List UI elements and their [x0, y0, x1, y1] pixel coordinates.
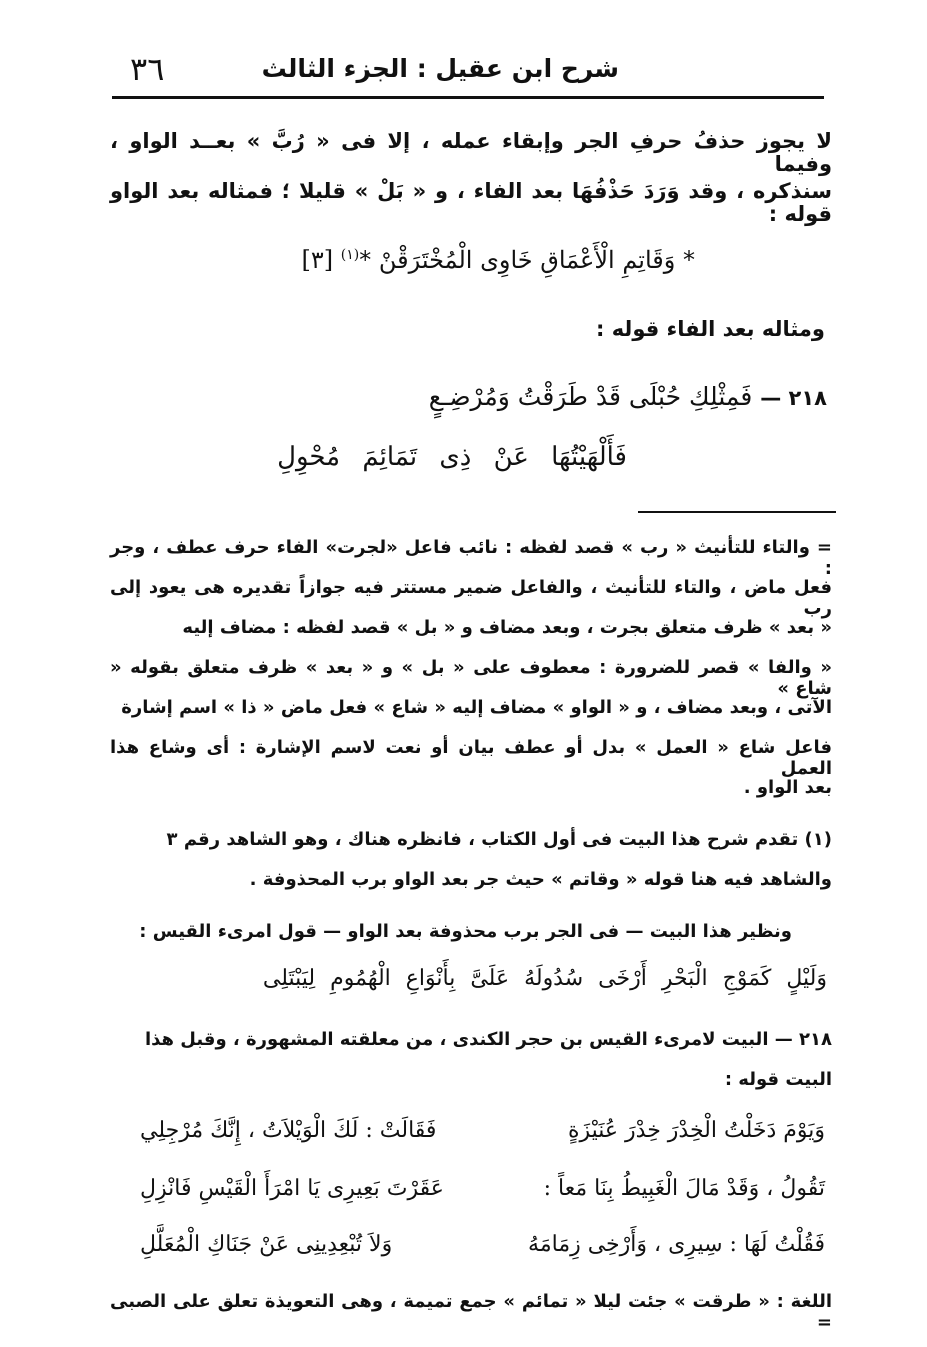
- running-title: شرح ابن عقيل : الجزء الثالث: [261, 54, 619, 83]
- footnote-218-line: ٢١٨ — البيت لامرىء القيس بن حجر الكندى ، من معلقته المشهورة ، وقبل هذا: [144, 1029, 832, 1050]
- footnote-line: بعد الواو .: [743, 777, 832, 798]
- footnote-ref: (١): [340, 247, 360, 263]
- footnote-divider: [638, 511, 836, 513]
- footnote-line: الآتى ، وبعد مضاف ، و « الواو » مضاف إليه « شاع » فعل ماض « ذا » اسم إشارة: [121, 697, 832, 718]
- footnote-line: « بعد » ظرف متعلق بجرت ، وبعد مضاف و « بل » قصد لفظه : مضاف إليه: [182, 617, 832, 638]
- verse-218-line1: فَمِثْلِكِ حُبْلَى قَدْ طَرَقْتُ وَمُرْضِـعٍ: [428, 382, 753, 411]
- lugha-line: اللغة : « طرقت » جئت ليلا « تمائم » جمع تميمة ، وهى التعويذة تعلق على الصبى =: [110, 1291, 832, 1333]
- quoted-verse-left: عَقَرْتَ بَعِيرِى يَا امْرَأَ الْقَيْسِ فَانْزِلِ: [140, 1176, 444, 1201]
- footnote-line: « والفا » قصر للضرورة : معطوف على « بل » و « بعد » ظرف متعلق بقوله « شاع »: [110, 657, 832, 699]
- page-header: [112, 48, 824, 99]
- example-verse-text: وَقَاتِمِ الْأَعْمَاقِ خَاوِى الْمُخْتَرَقْنْ: [378, 246, 676, 274]
- quoted-verse-left: وَلاَ تُبْعِدِينِى عَنْ جَنَاكِ الْمُعَلَّلِ: [140, 1232, 393, 1257]
- nazir-verse: وَلَيْلٍ كَمَوْجِ الْبَحْرِ أَرْخَى سُدُولَهُ عَلَىَّ بِأَنْوَاعِ الْهُمُومِ لِيَبْتَلِى: [262, 966, 827, 991]
- body-line: لا يجوز حذفُ حرفِ الجر وإبقاء عمله ، إلا فى « رُبَّ » بعــد الواو ، وفيما: [110, 129, 832, 177]
- verse-218-first: [429, 382, 827, 411]
- quoted-verse-right: وَيَوْمَ دَخَلْتُ الْخِدْرَ خِدْرَ عُنَيْزَةٍ: [567, 1118, 825, 1143]
- footnote-line: فعل ماض ، والتاء للتأنيث ، والفاعل ضمير مستتر فيه جوازاً تقديره هى يعود إلى رب: [110, 577, 832, 619]
- footnote-1-line: (١) تقدم شرح هذا البيت فى أول الكتاب ، فانظره هناك ، وهو الشاهد رقم ٣: [166, 829, 832, 850]
- quoted-verse-right: فَقُلْتُ لَهَا : سِيرِى ، وَأَرْخِى زِمَامَهُ: [528, 1232, 825, 1257]
- footnote-1-line: والشاهد فيه هنا قوله « وقاتم » حيث جر بعد الواو برب المحذوفة .: [249, 869, 832, 890]
- verse-218-line2: فَأَلْهَيْتُهَا عَنْ ذِى تَمَائِمَ مُحْوِلِ: [277, 442, 627, 472]
- quoted-verse-right: تَقُولُ ، وَقَدْ مَالَ الْغَبِيطُ بِنَا مَعاً :: [543, 1176, 825, 1201]
- quoted-verse-left: فَقَالَتْ : لَكَ الْوَيْلاَتُ ، إِنَّكَ مُرْجِلِي: [140, 1118, 437, 1143]
- body-line: سنذكره ، وقد وَرَدَ حَذْفُهَا بعد الفاء ، و « بَلْ » قليلا ؛ فمثاله بعد الواو قوله :: [110, 179, 832, 227]
- footnote-line: = والتاء للتأنيث « رب » قصد لفظه : نائب فاعل «لجرت» الفاء حرف عطف ، وجر :: [110, 537, 832, 579]
- footnote-218-line: البيت قوله :: [724, 1069, 832, 1090]
- verse-number: [٣]: [301, 246, 334, 274]
- verse-star: *: [683, 246, 695, 274]
- verse-star: *: [359, 246, 372, 274]
- footnote-line: فاعل شاع « العمل » بدل أو عطف بيان أو نعت لاسم الإشارة : أى وشاع هذا العمل: [110, 737, 832, 779]
- page-number: ٣٦: [130, 50, 165, 88]
- nazir-intro: ونظير هذا البيت — فى الجر برب محذوفة بعد الواو — قول امرىء القيس :: [139, 921, 792, 942]
- example-verse: [301, 246, 695, 274]
- example-intro: ومثاله بعد الفاء قوله :: [595, 317, 825, 341]
- verse-number: ٢١٨ —: [760, 386, 827, 410]
